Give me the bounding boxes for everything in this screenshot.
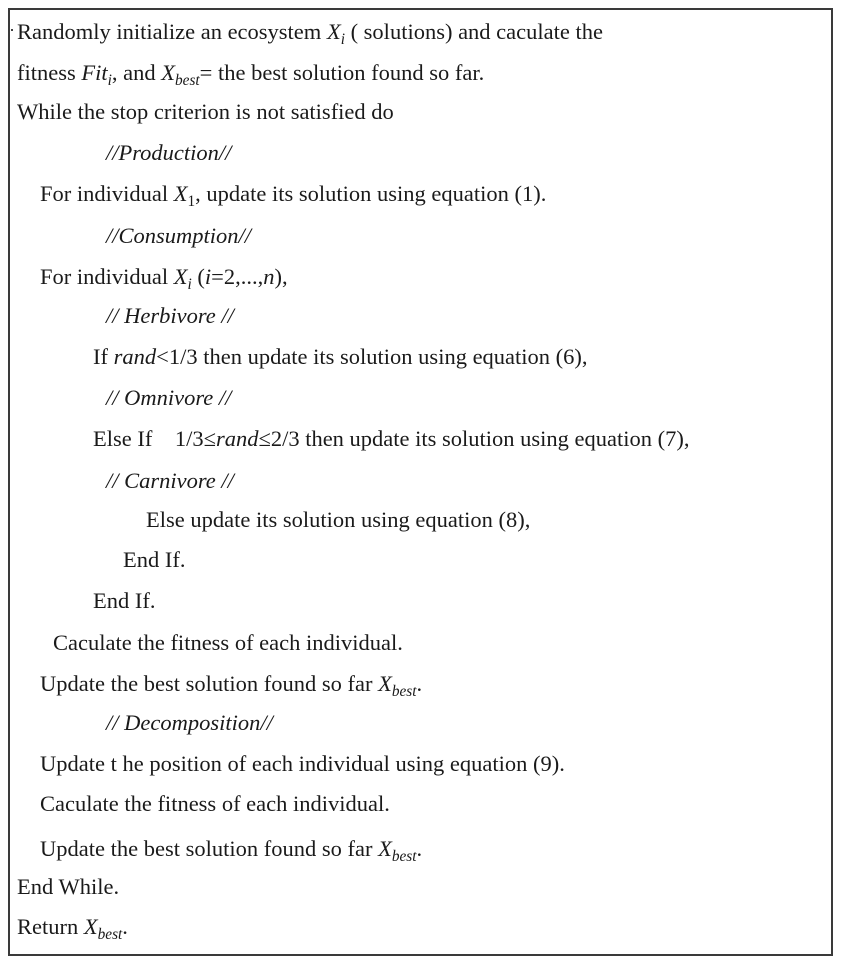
line-consumption: For individual $X_i$ (i=2,...,n), [40,264,288,293]
comment-omnivore: // Omnivore // [106,385,232,410]
comment-decomposition: // Decomposition// [106,710,273,735]
line-carnivore: Else update its solution using equation (8), [146,507,531,532]
line-end-while: End While. [17,874,120,899]
line-omnivore: Else If 1/3≤rand≤2/3 then update its solution using equation (7), [93,426,690,451]
line-fitness: fitness Fit$_i$, and $X_{best}=$ the best solution found so far. [17,60,485,89]
line-initialize: Randomly initialize an ecosystem $X_i$ ( solutions) and caculate the [17,19,603,48]
comment-production: //Production// [106,140,232,165]
comment-carnivore: // Carnivore // [106,468,234,493]
line-calc-fitness-2: Caculate the fitness of each individual. [40,791,390,816]
line-return: Return $X_{best}$. [17,914,128,943]
line-decomposition: Update t he position of each individual using equation (9). [40,751,565,776]
comment-herbivore: // Herbivore // [106,303,234,328]
line-end-if-outer: End If. [93,588,156,613]
stray-mark [11,29,13,31]
line-production: For individual $X_1$, update its solution using equation (1). [40,181,547,210]
comment-consumption: //Consumption// [106,223,252,248]
line-herbivore: If rand<1/3 then update its solution using equation (6), [93,344,588,369]
line-update-best-2: Update the best solution found so far $X_{best}$. [40,836,423,865]
line-update-best-1: Update the best solution found so far $X_{best}$. [40,671,423,700]
line-calc-fitness-1: Caculate the fitness of each individual. [53,630,403,655]
line-while: While the stop criterion is not satisfied do [17,99,394,124]
line-end-if-inner: End If. [123,547,186,572]
